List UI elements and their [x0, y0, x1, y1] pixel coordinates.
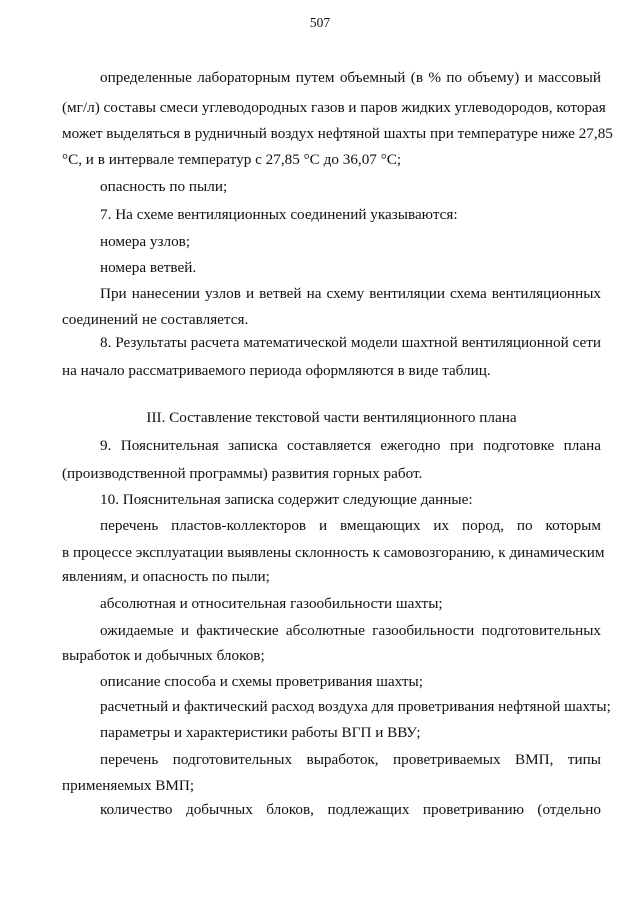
text-line: При нанесении узлов и ветвей на схему вентиляции схема вентиляционных: [100, 285, 601, 302]
text-line: °С, и в интервале температур с 27,85 °С до 36,07 °С;: [62, 151, 402, 168]
text-line: параметры и характеристики работы ВГП и ВВУ;: [100, 724, 421, 741]
text-line: опасность по пыли;: [100, 178, 228, 195]
text-line: явлениям, и опасность по пыли;: [62, 568, 270, 585]
text-line: в процессе эксплуатации выявлены склонность к самовозгоранию, к динамическим: [62, 544, 605, 561]
text-line: описание способа и схемы проветривания шахты;: [100, 673, 423, 690]
text-line: перечень пластов-коллекторов и вмещающих их пород, по которым: [100, 517, 601, 534]
text-line: определенные лабораторным путем объемный (в % по объему) и массовый: [100, 69, 601, 86]
text-line: расчетный и фактический расход воздуха для проветривания нефтяной шахты;: [100, 698, 611, 715]
section-heading: III. Составление текстовой части вентиляционного плана: [146, 409, 517, 426]
text-line: применяемых ВМП;: [62, 777, 195, 794]
text-line: выработок и добычных блоков;: [62, 647, 265, 664]
text-line: (мг/л) составы смеси углеводородных газов и паров жидких углеводородов, которая: [62, 99, 606, 116]
page-number: 507: [309, 15, 331, 30]
text-line: (производственной программы) развития горных работ.: [62, 465, 423, 482]
text-line: абсолютная и относительная газообильности шахты;: [100, 595, 443, 612]
text-line: 9. Пояснительная записка составляется ежегодно при подготовке плана: [100, 437, 601, 454]
text-line: 10. Пояснительная записка содержит следующие данные:: [100, 491, 473, 508]
text-line: номера узлов;: [100, 233, 191, 250]
text-line: на начало рассматриваемого периода оформляются в виде таблиц.: [62, 362, 491, 379]
text-line: ожидаемые и фактические абсолютные газообильности подготовительных: [100, 622, 601, 639]
text-line: 8. Результаты расчета математической модели шахтной вентиляционной сети: [100, 334, 601, 351]
text-line: может выделяться в рудничный воздух нефтяной шахты при температуре ниже 27,85: [62, 125, 613, 142]
text-line: количество добычных блоков, подлежащих проветриванию (отдельно: [100, 801, 601, 818]
text-line: 7. На схеме вентиляционных соединений указываются:: [100, 206, 458, 223]
text-line: перечень подготовительных выработок, проветриваемых ВМП, типы: [100, 751, 601, 768]
text-line: номера ветвей.: [100, 259, 197, 276]
text-line: соединений не составляется.: [62, 311, 249, 328]
